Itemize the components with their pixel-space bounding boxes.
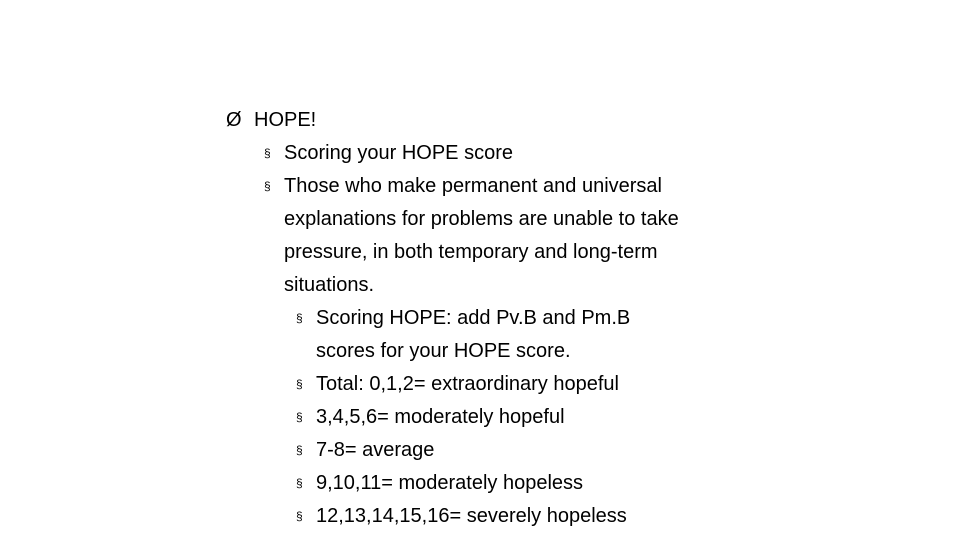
arrow-bullet-icon: Ø (226, 109, 242, 131)
bullet-text: 12,13,14,15,16= severely hopeless (316, 505, 627, 527)
bullet-text: Total: 0,1,2= extraordinary hopeful (316, 373, 619, 395)
bullet-list (226, 104, 746, 533)
bullet-item-hope (226, 104, 746, 137)
square-bullet-icon: § (296, 410, 303, 424)
bullet-text: Scoring your HOPE score (284, 142, 513, 164)
square-bullet-icon: § (296, 443, 303, 457)
bullet-item-severely-hopeless (226, 500, 746, 533)
bullet-item-moderately-hopeful (226, 401, 746, 434)
bullet-item-scoring (226, 137, 746, 170)
bullet-text: HOPE! (254, 109, 317, 131)
square-bullet-icon: § (296, 377, 303, 391)
square-bullet-icon: § (296, 509, 303, 523)
square-bullet-icon: § (296, 476, 303, 490)
square-bullet-icon: § (296, 311, 303, 325)
bullet-text: Scoring HOPE: add Pv.B and Pm.B scores for your HOPE score. (316, 307, 631, 362)
bullet-item-average (226, 434, 746, 467)
bullet-text: Those who make permanent and universal explanations for problems are unable to take pressure, in both temporary and long-term situations. (284, 175, 679, 296)
bullet-item-moderately-hopeless (226, 467, 746, 500)
square-bullet-icon: § (264, 146, 271, 160)
square-bullet-icon: § (264, 179, 271, 193)
bullet-text: 3,4,5,6= moderately hopeful (316, 406, 565, 428)
bullet-text: 7-8= average (316, 439, 435, 461)
bullet-item-add-scores (226, 302, 746, 368)
bullet-item-explanations (226, 170, 746, 302)
bullet-text: 9,10,11= moderately hopeless (316, 472, 584, 494)
bullet-item-total (226, 368, 746, 401)
